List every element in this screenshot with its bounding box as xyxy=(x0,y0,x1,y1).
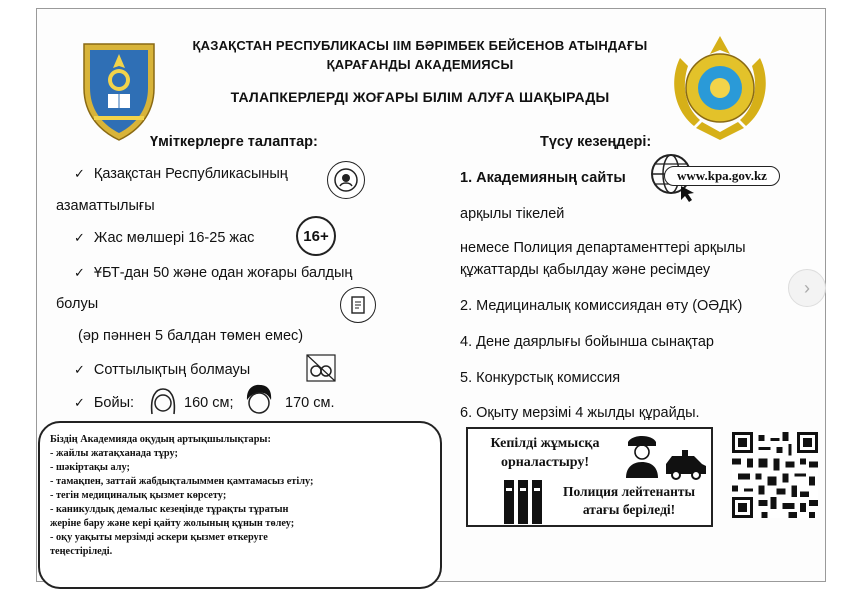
req-ent-note: (әр пәннен 5 балдан төмен емес) xyxy=(78,328,304,344)
no-handcuffs-icon xyxy=(305,353,337,383)
stage-1-line4: құжаттарды қабылдау және ресімдеу xyxy=(460,262,711,278)
rank-line-2: атағы беріледі! xyxy=(582,502,676,517)
advantage-item: - оқу уақыты мерзімді әскери қызмет өткеруге xyxy=(50,532,268,543)
advantage-item: теңестіріледі. xyxy=(50,546,113,557)
stage-1: 1. Академияның сайты xyxy=(460,170,626,186)
invite-heading: ТАЛАПКЕРЛЕРДІ ЖОҒАРЫ БІЛІМ АЛУҒА ШАҚЫРАДЫ xyxy=(230,89,610,105)
advantages-title: Біздің Академияда оқудың артықшылықтары: xyxy=(50,434,271,445)
advantage-item: - жайлы жатақханада тұру; xyxy=(50,448,178,459)
check-icon: ✓ xyxy=(74,265,85,280)
check-icon: ✓ xyxy=(74,166,85,181)
check-icon: ✓ xyxy=(74,362,85,377)
stage-6: 6. Оқыту мерзімі 4 жылды құрайды. xyxy=(460,405,700,421)
req-age: ✓ Жас мөлшері 16-25 жас xyxy=(74,230,255,246)
guarantee-line-1: Кепілді жұмысқа xyxy=(490,436,600,451)
check-icon: ✓ xyxy=(74,395,85,410)
check-icon: ✓ xyxy=(74,230,85,245)
req-height: ✓ Бойы: xyxy=(74,395,135,411)
next-slide-button[interactable] xyxy=(788,269,826,307)
req-ent-cont: болуы xyxy=(56,296,99,312)
rank-line-1: Полиция лейтенанты xyxy=(562,484,696,499)
female-icon xyxy=(146,386,180,418)
binders-icon xyxy=(502,478,544,526)
header-line-2: ҚАРАҒАНДЫ АКАДЕМИЯСЫ xyxy=(326,57,514,72)
advantage-item: - шәкіртақы алу; xyxy=(50,462,130,473)
age-16-plus-icon: 16+ xyxy=(296,216,336,256)
male-icon xyxy=(242,382,276,418)
req-ent: ✓ ҰБТ-дан 50 және одан жоғары балдың xyxy=(74,265,353,281)
req-no-record: ✓ Соттылықтың болмауы xyxy=(74,362,251,378)
advantage-item: - тегін медициналық қызмет көрсету; xyxy=(50,490,227,501)
height-male: 170 см. xyxy=(285,395,335,411)
req-citizenship-cont: азаматтылығы xyxy=(56,198,155,214)
height-female: 160 см; xyxy=(184,395,234,411)
requirements-title: Үміткерлерге талаптар: xyxy=(150,134,318,150)
stage-4: 4. Дене даярлығы бойынша сынақтар xyxy=(460,334,714,350)
chevron-right-icon: › xyxy=(804,277,810,298)
stage-2: 2. Медициналық комиссиядан өту (ОӘДК) xyxy=(460,298,743,314)
passport-icon xyxy=(327,161,365,199)
stage-1-line3: немесе Полиция департаменттері арқылы xyxy=(460,240,746,256)
police-officer-icon xyxy=(622,430,710,480)
stage-1-cont: арқылы тікелей xyxy=(460,206,565,222)
qr-code[interactable] xyxy=(732,432,818,518)
stages-title: Түсу кезеңдері: xyxy=(540,134,652,150)
advantage-item: - тамақпен, заттай жабдықталыммен қамтамасыз етілу; xyxy=(50,476,314,487)
stage-5: 5. Конкурстық комиссия xyxy=(460,370,621,386)
req-citizenship: ✓ Қазақстан Республикасының xyxy=(74,166,288,182)
guarantee-line-2: орналастыру! xyxy=(500,455,590,470)
exam-icon xyxy=(340,287,376,323)
academy-site-link[interactable]: www.kpa.gov.kz xyxy=(677,168,767,183)
advantage-item: - каникулдық демалыс кезеңінде тұрақты тұратын xyxy=(50,504,289,515)
academy-shield-emblem xyxy=(78,36,160,144)
header-line-1: ҚАЗАҚСТАН РЕСПУБЛИКАСЫ ІІМ БӘРІМБЕК БЕЙСЕНОВ АТЫНДАҒЫ xyxy=(192,38,648,53)
advantage-item: жеріне бару және кері қайту жолының құнын төлеу; xyxy=(50,518,295,529)
